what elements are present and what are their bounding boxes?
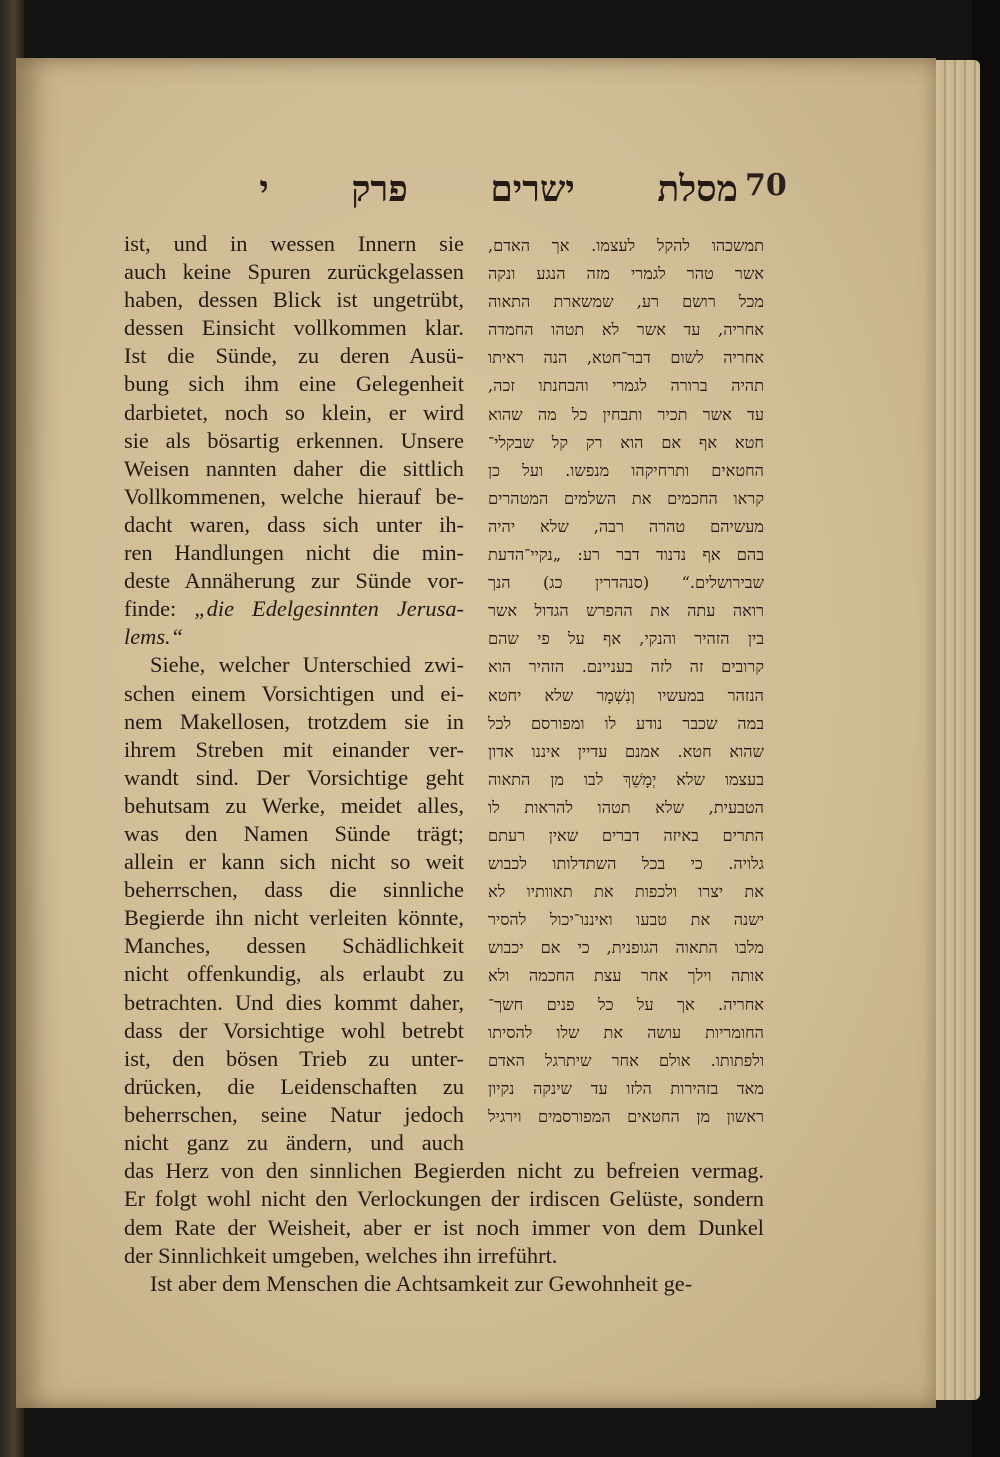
german-text-line: bung sich ihm eine Gelegenheit <box>124 371 464 397</box>
hebrew-text-line: גלויה. כי בכל השתדלותו לכבוש <box>488 854 764 874</box>
german-text-line: Er folgt wohl nicht den Verlockungen der irdiscen Gelüste, sondern <box>124 1186 764 1212</box>
german-column <box>124 230 464 1157</box>
german-text-line: das Herz von den sinnlichen Begierden nicht zu befreien vermag. <box>124 1158 764 1183</box>
german-text-line: Siehe, welcher Unterschied zwi- <box>150 652 464 678</box>
german-text-line: ihrem Streben mit einander ver- <box>124 736 464 762</box>
german-text-line: Vollkommenen, welche hierauf be- <box>124 483 464 509</box>
german-text-line: behutsam zu Werke, meidet alles, <box>124 792 464 818</box>
hebrew-text-line: הטבעית, שלא תטהו להראות לו <box>488 797 764 817</box>
hebrew-text-line: החטאים ותרחיקהו מנפשו. ועל כן <box>488 460 764 480</box>
hebrew-text-line: אחריה, עד אשר לא תטהו החמדה <box>488 320 764 340</box>
german-text-line: auch keine Spuren zurückgelassen <box>124 259 464 285</box>
hebrew-text-line: התרים באיזה דברים שאין רעתם <box>488 825 764 845</box>
german-text-line: darbietet, noch so klein, er wird <box>124 399 464 425</box>
hebrew-text-line: בעצמו שלא יְמָשֵׁךְ לבו מן התאוה <box>488 769 764 789</box>
hebrew-text-line: ולפתותו. אולם אחר שיתרגל האדם <box>488 1050 764 1070</box>
hebrew-text-line: רואה עתה את ההפרש הגדול אשר <box>488 601 764 621</box>
german-text-line: Ist aber dem Menschen die Achtsamkeit zur Gewohnheit ge- <box>150 1271 693 1297</box>
german-text-line: beherrschen, dass die sinnliche <box>124 877 464 903</box>
hebrew-text-line: תהיה ברורה לגמרי והבחנתו זכה, <box>488 376 764 396</box>
hebrew-text-line: מאד בזהירות הלזו עד שינקה נקיון <box>488 1078 764 1098</box>
page-number: 70 <box>745 168 787 203</box>
running-head: מסלת ישרים פרק י <box>259 168 738 210</box>
hebrew-text-line: שהוא חטא. אמנם עדיין איננו אדון <box>488 741 764 761</box>
hebrew-text-line: בהם אף נדנוד דבר רע: „נקיי־הדעת <box>488 545 764 565</box>
hebrew-column <box>488 232 764 1131</box>
german-text-line: deste Annäherung zur Sünde vor- <box>124 568 464 594</box>
full-width-paragraph <box>124 1157 764 1298</box>
german-text-line: dem Rate der Weisheit, aber er ist noch immer von dem Dunkel <box>124 1214 764 1240</box>
hebrew-text-line: ישנה את טבעו ואיננו־יכול להסיר <box>488 910 764 930</box>
german-text-line: ist, den bösen Trieb zu unter- <box>124 1045 464 1071</box>
german-text-line: Manches, dessen Schädlichkeit <box>124 933 464 959</box>
hebrew-text-line: מעשיהם טהרה רבה, שלא יהיה <box>488 516 764 536</box>
hebrew-text-line: מכל רושם רע, שמשארת התאוה <box>488 292 764 312</box>
german-text-line: beherrschen, seine Natur jedoch <box>124 1101 464 1127</box>
german-text-line: lems.“ <box>124 624 184 650</box>
german-text-line: schen einem Vorsichtigen und ei- <box>124 680 464 706</box>
german-text-line: nem Makellosen, trotzdem sie in <box>124 708 464 734</box>
hebrew-text-line: את יצרו ולכפות את תאוותיו לא <box>488 882 764 902</box>
hebrew-text-line: עד אשר תכיר ותבחין כל מה שהוא <box>488 404 764 424</box>
hebrew-text-line: אחריה. אך על כל פנים חשך־ <box>488 994 764 1014</box>
hebrew-text-line: מלבו התאוה הגופנית, כי אם יכבוש <box>488 938 764 958</box>
hebrew-text-line: תמשכהו להקל לעצמו. אך האדם, <box>488 236 764 255</box>
hebrew-text-line: אשר טהר לגמרי מזה הנגע ונקה <box>488 264 764 284</box>
german-text-line: der Sinnlichkeit umgeben, welches ihn irreführt. <box>124 1242 558 1268</box>
hebrew-text-line: אותה וילך אחר עצת החכמה ולא <box>488 966 764 986</box>
hebrew-text-line: במה שכבר נודע לו ומפורסם לכל <box>488 713 764 733</box>
german-text-line: dessen Einsicht vollkommen klar. <box>124 315 464 341</box>
hebrew-text-line: שבירושלים.“ (סנהדרין כג) הנך <box>488 573 764 593</box>
hebrew-text-line: אחריה לשום דבר־חטא, הנה ראיתו <box>488 348 764 368</box>
hebrew-text-line: בין הזהיר והנקי, אף על פי שהם <box>488 629 764 649</box>
german-text-line: nicht offenkundig, als erlaubt zu <box>124 961 464 987</box>
german-text-line: dacht waren, dass sich unter ih- <box>124 511 464 537</box>
hebrew-text-line: הנזהר במעשיו וְנִשְׁמָר שלא יחטא <box>488 685 764 705</box>
german-text-line: dass der Vorsichtige wohl betrebt <box>124 1017 464 1043</box>
page-header <box>0 168 1000 218</box>
german-text-line: drücken, die Leidenschaften zu <box>124 1073 464 1099</box>
hebrew-text-line: קראו החכמים את השלמים המטהרים <box>488 488 764 508</box>
hebrew-text-line: ראשון מן החטאים המפורסמים וירגיל <box>488 1106 764 1126</box>
german-text-line: allein er kann sich nicht so weit <box>124 849 464 875</box>
german-text-line: wandt sind. Der Vorsichtige geht <box>124 764 464 790</box>
german-text-line: finde: „die Edelgesinnten Jerusa- <box>124 596 464 622</box>
german-text-line: Begierde ihn nicht verleiten könnte, <box>124 905 464 931</box>
hebrew-text-line: החומריות עושה את שלו להסיתו <box>488 1022 764 1042</box>
german-text-line: nicht ganz zu ändern, und auch <box>124 1130 464 1155</box>
german-text-line: haben, dessen Blick ist ungetrübt, <box>124 287 464 313</box>
hebrew-text-line: קרובים זה לזה בעניינם. הזהיר הוא <box>488 657 764 677</box>
german-text-line: ren Handlungen nicht die min- <box>124 540 464 566</box>
german-text-line: sie als bösartig erkennen. Unsere <box>124 427 464 453</box>
german-text-line: Ist die Sünde, zu deren Ausü- <box>124 343 464 369</box>
german-text-line: ist, und in wessen Innern sie <box>124 231 464 256</box>
german-text-line: betrachten. Und dies kommt daher, <box>124 989 464 1015</box>
german-text-line: Weisen nannten daher die sittlich <box>124 455 464 481</box>
hebrew-text-line: חטא אף אם הוא רק קל שבקלי־ <box>488 432 764 452</box>
german-text-line: was den Namen Sünde trägt; <box>124 820 464 846</box>
